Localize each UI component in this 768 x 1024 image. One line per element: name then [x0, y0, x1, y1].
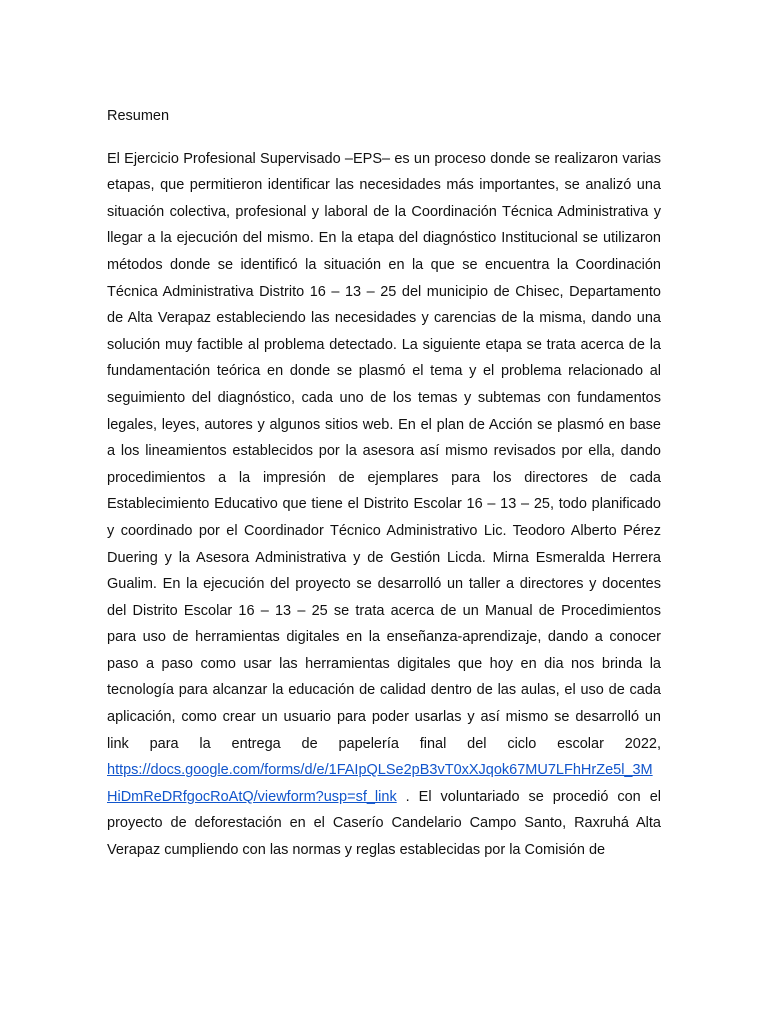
- google-forms-link-part-2: 3MHiDmReDRfgocRoAtQ/viewform?usp=sf_link: [107, 762, 653, 805]
- paragraph-text-before-link: El Ejercicio Profesional Supervisado –EPS– es un proceso donde se realizaron varias etapas, que permitieron identificar las necesidades más importantes, se analizó una situación colectiva, profesional y laboral de la Coordinación Técnica Administrativa y llegar a la ejecución del mismo. En la etapa del diagnóstico Institucional se utilizaron métodos donde se identificó la situación en la que se encuentra la Coordinación Técnica Administrativa Distrito 16 – 13 – 25 del municipio de Chisec, Departamento de Alta Verapaz estableciendo las necesidades y carencias de la misma, dando una solución muy factible al problema detectado. La siguiente etapa se trata acerca de la fundamentación teórica en donde se plasmó el tema y el problema relacionado al seguimiento del diagnóstico, cada uno de los temas y subtemas con fundamentos legales, leyes, autores y algunos sitios web. En el plan de Acción se plasmó en base a los lineamientos establecidos por la asesora así mismo revisados por ella, dando procedimientos a la impresión de ejemplares para los directores de cada Establecimiento Educativo que tiene el Distrito Escolar 16 – 13 – 25, todo planificado y coordinado por el Coordinador Técnico Administrativo Lic. Teodoro Alberto Pérez Duering y la Asesora Administrativa y de Gestión Licda. Mirna Esmeralda Herrera Gualim. En la ejecución del proyecto se desarrolló un taller a directores y docentes del Distrito Escolar 16 – 13 – 25 se trata acerca de un Manual de Procedimientos para uso de herramientas digitales en la enseñanza-aprendizaje, dando a conocer paso a paso como usar las herramientas digitales que hoy en dia nos brinda la tecnología para alcanzar la educación de calidad dentro de las aulas, el uso de cada aplicación, como crear un usuario para poder usarlas y así mismo se desarrolló un link para la entrega de papelería final del ciclo escolar 2022,: [107, 150, 661, 752]
- document-heading: Resumen: [107, 108, 170, 124]
- document-page: [107, 103, 661, 864]
- paragraph-text-after-link: . El voluntariado se procedió con el proyecto de deforestación en el Caserío Candelario Campo Santo, Raxruhá Alta Verapaz cumpliendo con las normas y reglas establecidas por la Comisión de: [107, 788, 661, 859]
- summary-paragraph: [107, 146, 661, 864]
- google-forms-link-part-1: https://docs.google.com/forms/d/e/1FAIpQLSe2pB3vT0xXJqok67MU7LFhHrZe5l_: [107, 762, 633, 779]
